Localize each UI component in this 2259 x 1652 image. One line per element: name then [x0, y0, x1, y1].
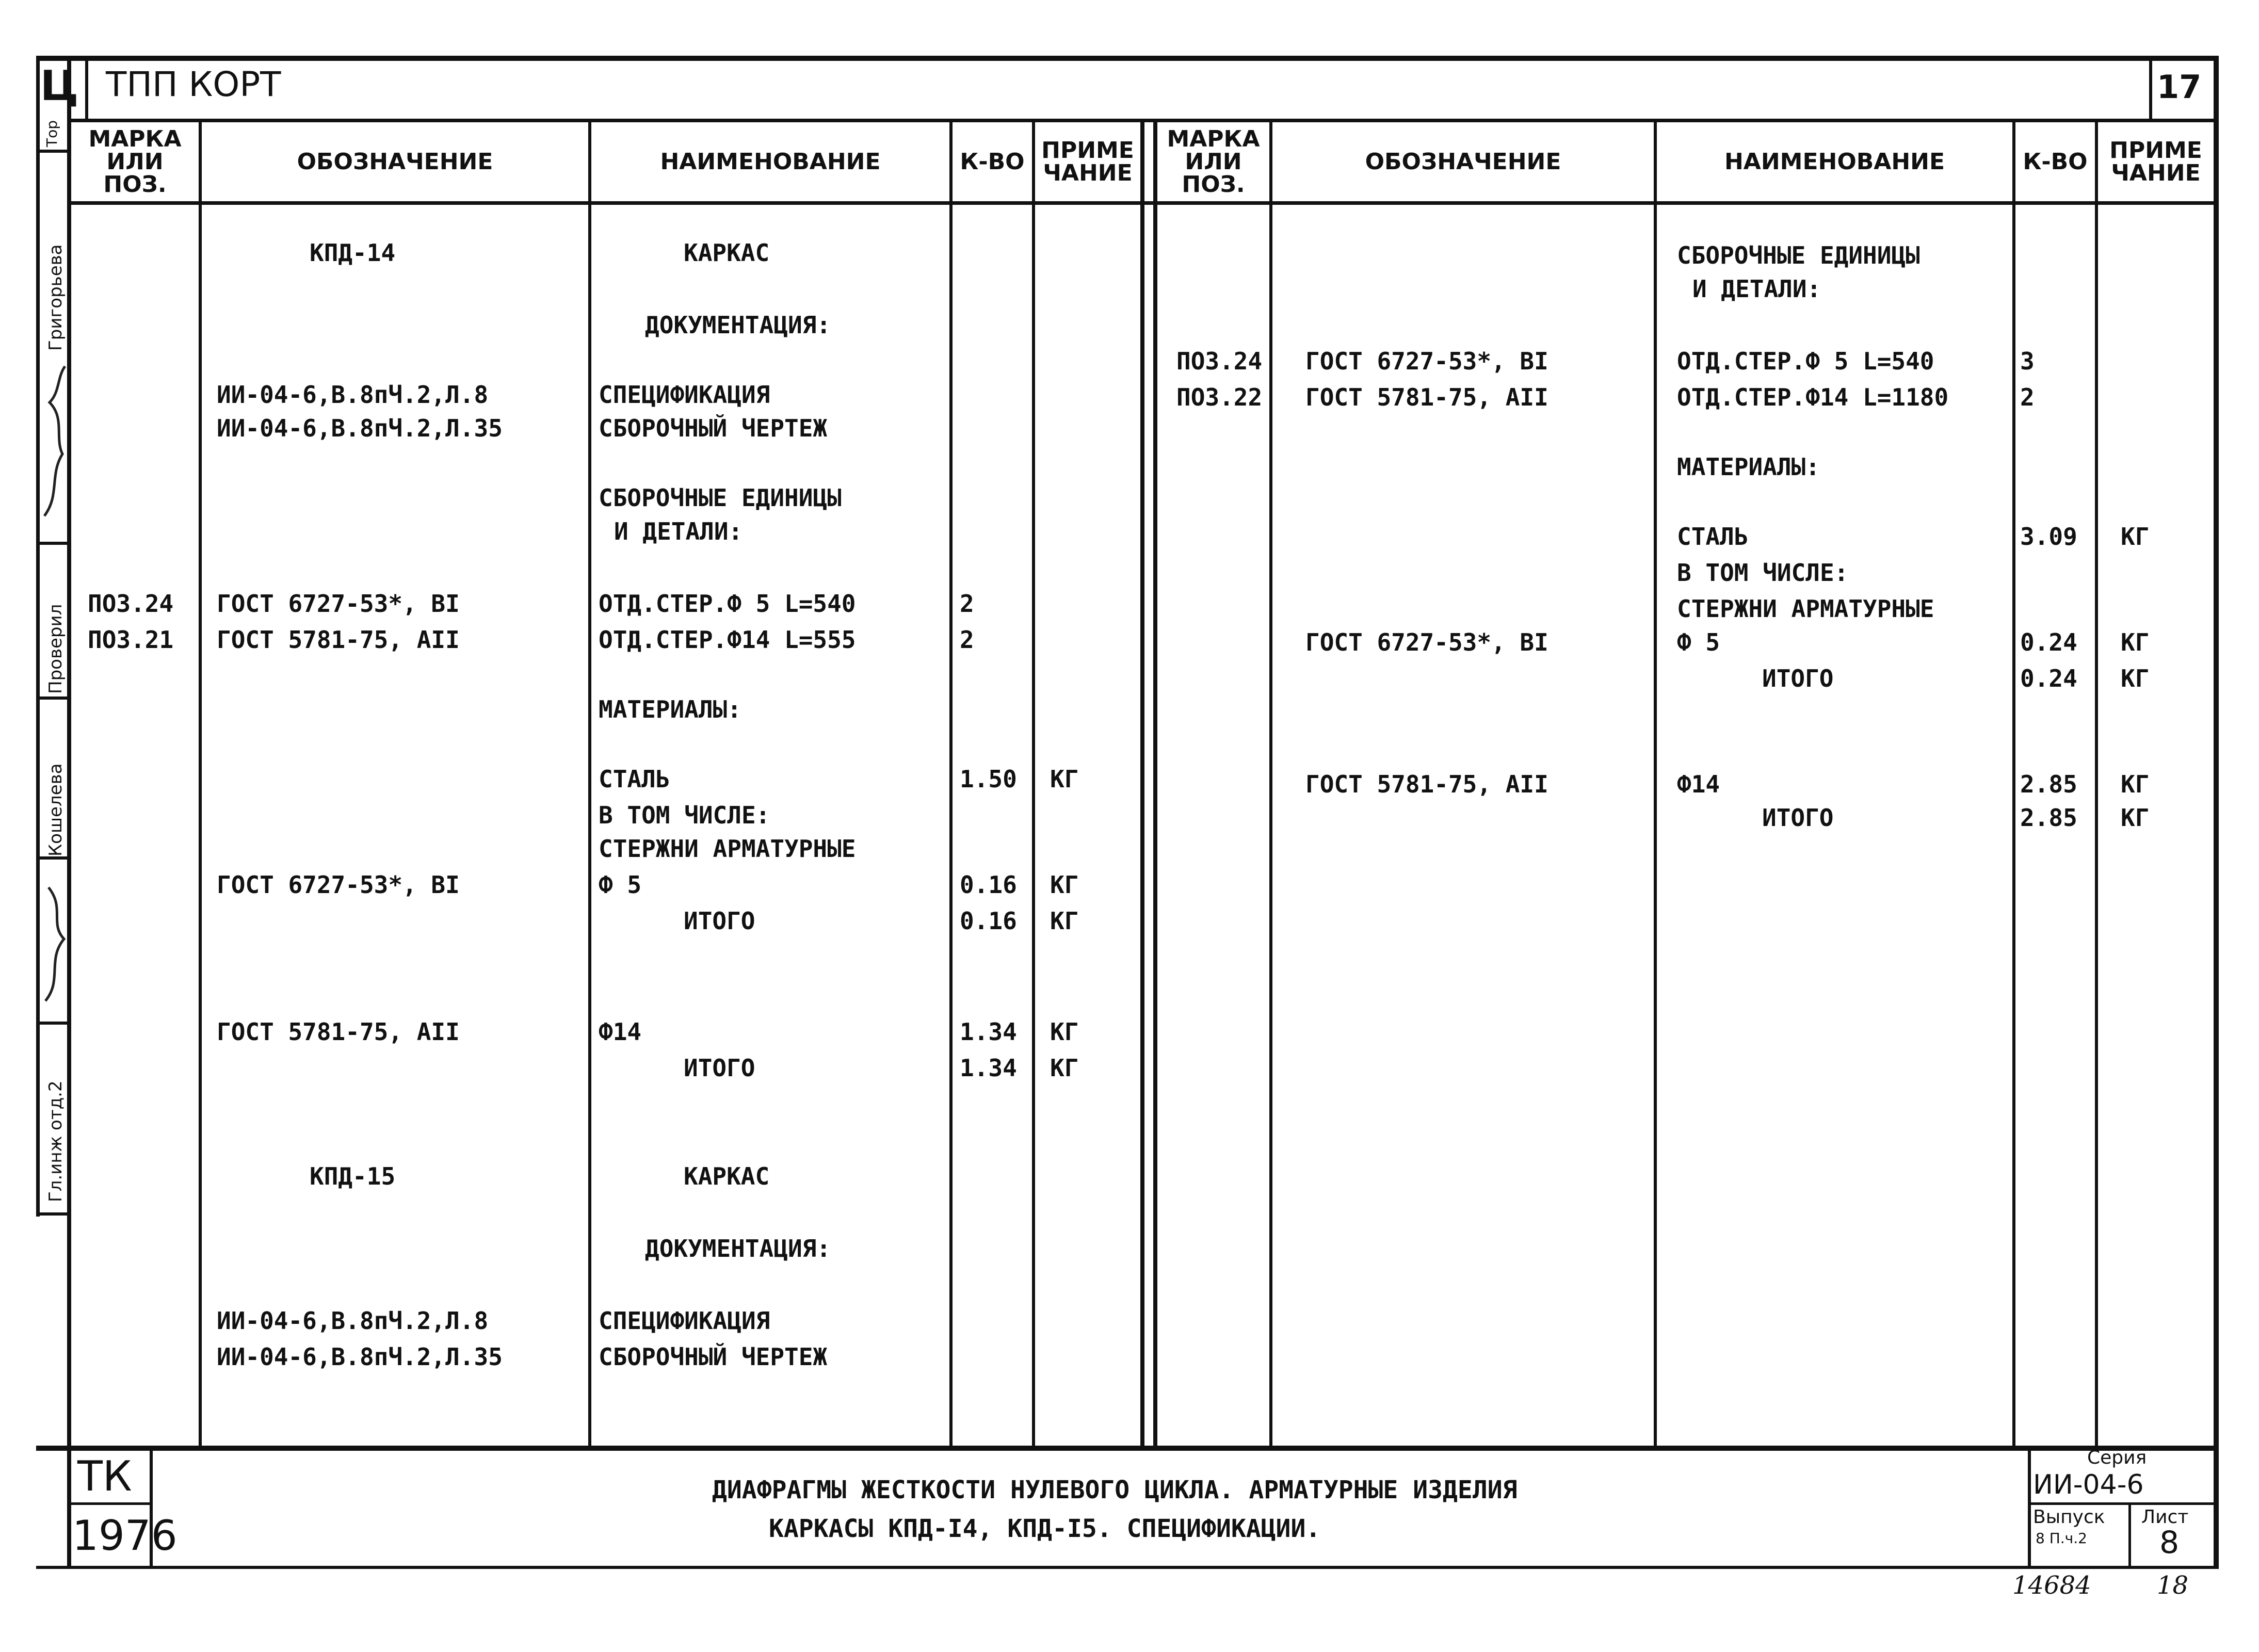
cell-name: Ф14 — [599, 1018, 642, 1046]
footer-title-line2: КАРКАСЫ КПД-I4, КПД-I5. СПЕЦИФИКАЦИИ. — [769, 1514, 1321, 1543]
header-note: ПРИМЕ ЧАНИЕ — [1041, 137, 1134, 186]
cell-note: КГ — [1050, 1054, 1079, 1082]
cell-name: Ф 5 — [1677, 628, 1720, 656]
cell-designation: ГОСТ 6727-53*, ВI — [217, 590, 460, 618]
cell-name: СБОРОЧНЫЕ ЕДИНИЦЫ — [599, 484, 842, 512]
footer-sheet-label: Лист — [2141, 1507, 2189, 1528]
cell-designation: ГОСТ 6727-53*, ВI — [1305, 347, 1548, 375]
cell-designation: ГОСТ 6727-53*, ВI — [1305, 628, 1548, 656]
cell-name: В ТОМ ЧИСЛЕ: — [1677, 559, 1849, 587]
cell-note: КГ — [1050, 871, 1079, 899]
header-mark: МАРКА ИЛИ ПОЗ. — [1167, 125, 1260, 198]
footer-issue-label: Выпуск — [2033, 1507, 2105, 1528]
corner-mark: Ц — [40, 62, 79, 110]
cell-designation: ИИ-04-6,В.8пЧ.2,Л.8 — [217, 381, 489, 409]
cell-qty: 3 — [2020, 347, 2035, 375]
table-row — [0, 869, 2259, 900]
header-designation: ОБОЗНАЧЕНИЕ — [1365, 148, 1561, 175]
cell-mark: ПОЗ.24 — [1176, 347, 1263, 375]
header-mark: МАРКА ИЛИ ПОЗ. — [88, 125, 182, 198]
table-row — [0, 905, 2259, 936]
cell-designation: ГОСТ 5781-75, АII — [217, 1018, 460, 1046]
cell-note: КГ — [2121, 628, 2150, 656]
cell-qty: 2 — [2020, 383, 2035, 411]
table-row — [0, 310, 2259, 341]
table-row — [0, 1233, 2259, 1264]
cell-qty: 0.24 — [2020, 665, 2077, 692]
cell-name: ИТОГО — [1762, 804, 1834, 832]
cell-designation: ГОСТ 5781-75, АII — [1305, 770, 1548, 798]
cell-name: СТЕРЖНИ АРМАТУРНЫЕ — [599, 835, 856, 863]
table-row — [0, 451, 2259, 482]
cell-name: И ДЕТАЛИ: — [1692, 275, 1821, 303]
table-row — [0, 627, 2259, 658]
table-row — [0, 346, 2259, 377]
footer-series-value: ИИ-04-6 — [2033, 1469, 2144, 1500]
cell-note: КГ — [1050, 907, 1079, 935]
cell-note: КГ — [2121, 665, 2150, 692]
cell-designation: ГОСТ 6727-53*, ВI — [217, 871, 460, 899]
cell-name: ОТД.СТЕР.Ф14 L=555 — [599, 626, 856, 654]
cell-mark: ПОЗ.21 — [88, 626, 174, 654]
table-row — [0, 663, 2259, 694]
cell-name: И ДЕТАЛИ: — [614, 517, 743, 545]
cell-note: КГ — [1050, 1018, 1079, 1046]
cell-name: Ф 5 — [599, 871, 642, 899]
header-designation: ОБОЗНАЧЕНИЕ — [297, 148, 493, 175]
side-label-kosheleva: Кошелева — [45, 763, 66, 856]
cell-name: ОТД.СТЕР.Ф 5 L=540 — [599, 590, 856, 618]
cell-qty: 2.85 — [2020, 770, 2077, 798]
table-row — [0, 1341, 2259, 1372]
cell-qty: 2.85 — [2020, 804, 2077, 832]
table-row — [0, 1016, 2259, 1047]
footer-sheet-value: 8 — [2159, 1525, 2180, 1561]
side-label-tor: Тор — [43, 120, 60, 147]
cell-name: ДОКУМЕНТАЦИЯ: — [645, 311, 831, 339]
cell-name: ДОКУМЕНТАЦИЯ: — [645, 1235, 831, 1262]
table-row — [0, 382, 2259, 413]
cell-name: СТАЛЬ — [1677, 523, 1749, 550]
cell-designation: ГОСТ 5781-75, АII — [1305, 383, 1548, 411]
cell-name: ОТД.СТЕР.Ф 5 L=540 — [1677, 347, 1934, 375]
cell-designation: ИИ-04-6,В.8пЧ.2,Л.35 — [217, 1343, 503, 1371]
table-row — [0, 769, 2259, 800]
cell-name: КАРКАС — [684, 239, 770, 267]
inventory-number: 14684 — [2012, 1571, 2091, 1600]
cell-qty: 0.16 — [960, 871, 1017, 899]
cell-name: КАРКАС — [684, 1162, 770, 1190]
side-label-chief-engineer: Гл.инж отд.2 — [45, 1080, 66, 1202]
cell-note: КГ — [1050, 765, 1079, 793]
organization-name: ТПП КОРТ — [106, 64, 281, 104]
page-number: 17 — [2157, 68, 2202, 106]
cell-note: КГ — [2121, 770, 2150, 798]
table-row — [0, 1161, 2259, 1192]
cell-qty: 0.24 — [2020, 628, 2077, 656]
cell-designation: ГОСТ 5781-75, АII — [217, 626, 460, 654]
cell-qty: 0.16 — [960, 907, 1017, 935]
table-row — [0, 593, 2259, 624]
cell-designation: КПД-14 — [310, 239, 396, 267]
table-row — [0, 482, 2259, 513]
cell-name: МАТЕРИАЛЫ: — [599, 695, 741, 723]
header-qty: К-ВО — [960, 148, 1025, 175]
cell-qty: 1.34 — [960, 1018, 1017, 1046]
side-label-checked: Проверил — [45, 604, 66, 694]
footer-title-line1: ДИАФРАГМЫ ЖЕСТКОСТИ НУЛЕВОГО ЦИКЛА. АРМАТУРНЫЕ ИЗДЕЛИЯ — [712, 1476, 1518, 1504]
cell-name: СБОРОЧНЫЙ ЧЕРТЕЖ — [599, 1343, 828, 1371]
table-row — [0, 521, 2259, 552]
side-label-grigorieva: Григорьева — [45, 244, 66, 351]
cell-name: ИТОГО — [1762, 665, 1834, 692]
footer-year: 1976 — [72, 1512, 178, 1560]
cell-name: Ф14 — [1677, 770, 1720, 798]
cell-name: МАТЕРИАЛЫ: — [1677, 453, 1820, 481]
table-row — [0, 557, 2259, 588]
table-row — [0, 802, 2259, 833]
table-row — [0, 413, 2259, 444]
cell-name: СПЕЦИФИКАЦИЯ — [599, 1307, 770, 1335]
cell-name: СБОРОЧНЫЕ ЕДИНИЦЫ — [1677, 241, 1920, 269]
cell-designation: ИИ-04-6,В.8пЧ.2,Л.8 — [217, 1307, 489, 1335]
cell-mark: ПОЗ.22 — [1176, 383, 1263, 411]
header-name: НАИМЕНОВАНИЕ — [660, 148, 881, 175]
cell-note: КГ — [2121, 804, 2150, 832]
table-row — [0, 273, 2259, 304]
cell-note: КГ — [2121, 523, 2150, 550]
cell-name: СБОРОЧНЫЙ ЧЕРТЕЖ — [599, 414, 828, 442]
table-row — [0, 1305, 2259, 1336]
cell-name: ИТОГО — [684, 907, 755, 935]
cell-qty: 1.50 — [960, 765, 1017, 793]
footer-issue-value: 8 П.ч.2 — [2036, 1530, 2087, 1547]
cell-mark: ПОЗ.24 — [88, 590, 174, 618]
cell-designation: ИИ-04-6,В.8пЧ.2,Л.35 — [217, 414, 503, 442]
footer-series-label: Серия — [2087, 1447, 2147, 1468]
footer-tk: ТК — [77, 1452, 132, 1500]
cell-name: ИТОГО — [684, 1054, 755, 1082]
corner-number: 18 — [2157, 1571, 2189, 1600]
cell-name: СТАЛЬ — [599, 765, 670, 793]
cell-qty: 2 — [960, 590, 974, 618]
header-qty: К-ВО — [2023, 148, 2088, 175]
table-row — [0, 1052, 2259, 1083]
table-row — [0, 833, 2259, 864]
cell-qty: 2 — [960, 626, 974, 654]
table-row — [0, 240, 2259, 271]
header-note: ПРИМЕ ЧАНИЕ — [2109, 137, 2202, 186]
table-row — [0, 694, 2259, 725]
header-name: НАИМЕНОВАНИЕ — [1724, 148, 1945, 175]
cell-qty: 1.34 — [960, 1054, 1017, 1082]
cell-name: ОТД.СТЕР.Ф14 L=1180 — [1677, 383, 1949, 411]
cell-name: В ТОМ ЧИСЛЕ: — [599, 801, 770, 829]
cell-name: СПЕЦИФИКАЦИЯ — [599, 381, 770, 409]
cell-qty: 3.09 — [2020, 523, 2077, 550]
cell-designation: КПД-15 — [310, 1162, 396, 1190]
cell-name: СТЕРЖНИ АРМАТУРНЫЕ — [1677, 595, 1934, 623]
